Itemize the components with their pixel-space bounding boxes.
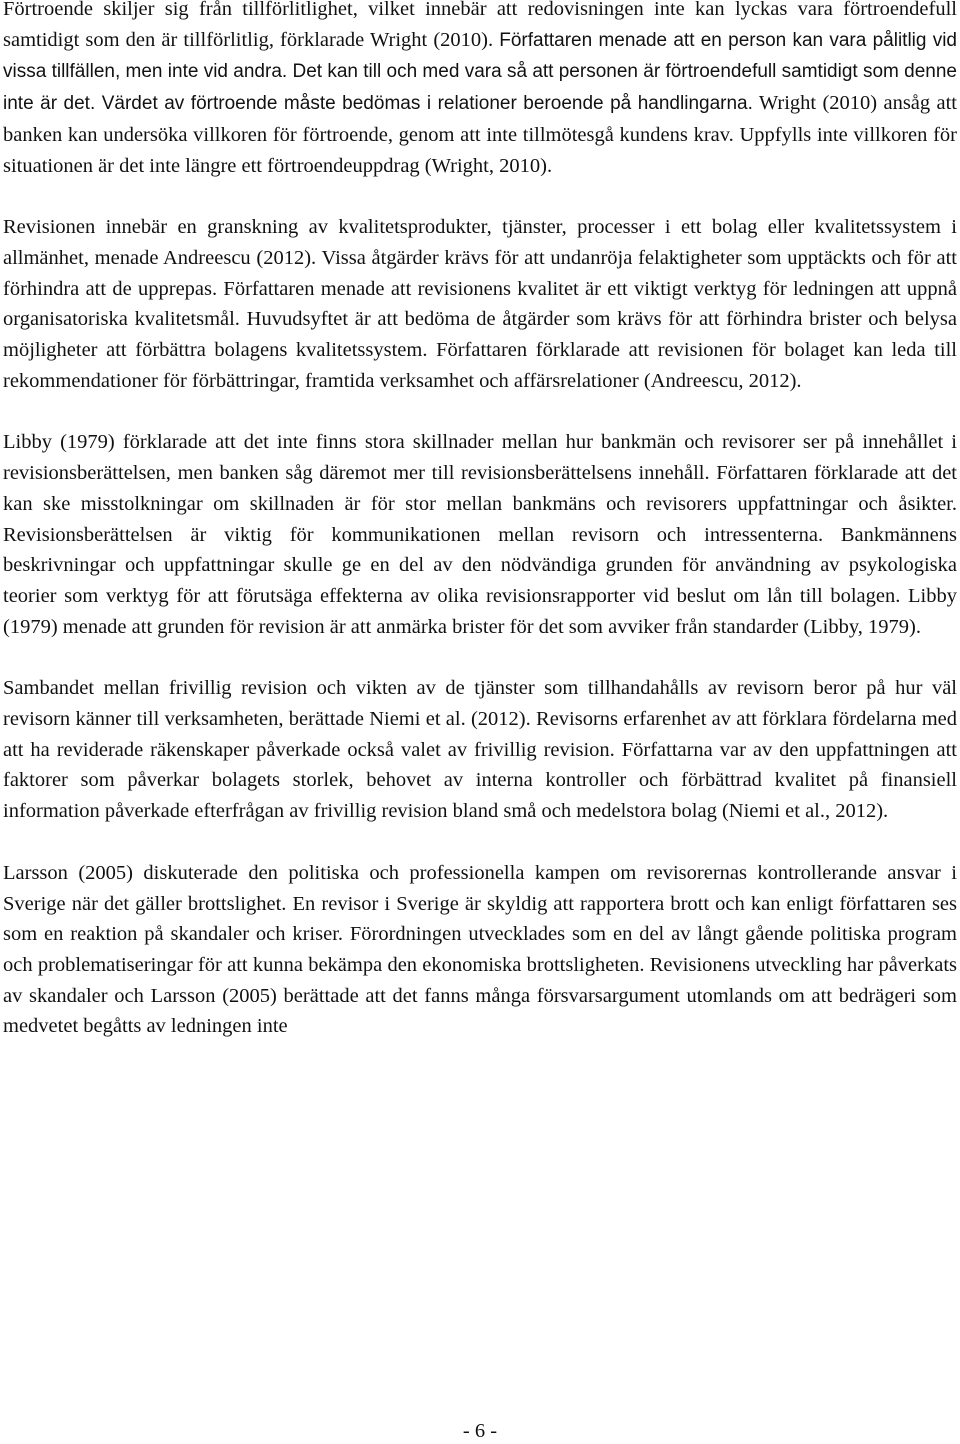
paragraph-spacer	[3, 396, 957, 427]
page-number: - 6 -	[462, 1420, 498, 1442]
paragraph-spacer	[3, 827, 957, 858]
paragraph-audit-quality	[3, 212, 957, 396]
paragraph-spacer	[3, 181, 957, 212]
text-segment: Sambandet mellan frivillig revision och vikten av de tjänster som tillhandahålls av revisorn beror på hur väl revisorn känner till verksamheten, berättade Niemi et al. (2012). Revisorns erfarenhet av att förklara fördelarna med att ha reviderade räkenskaper påverkade också valet av frivillig revision. Författarna var av den uppfattningen att faktorer som påverkar bolagets storlek, behovet av interna kontroller och förbättrad kvalitet på finansiell information påverkade efterfrågan av frivillig revision bland små och medelstora bolag (Niemi et al., 2012).	[3, 677, 957, 823]
paragraph-larsson	[3, 858, 957, 1042]
text-segment: Larsson (2005) diskuterade den politiska och professionella kampen om revisorernas kontrollerande ansvar i Sverige när det gäller brottslighet. En revisor i Sverige är skyldig att rapportera brott och kan enligt författaren ses som en reaktion på skandaler och kriser. Förordningen utvecklades som en del av långt gående politiska program och problematiseringar för att kunna bekämpa den ekonomiska brottsligheten. Revisionens utveckling har påverkats av skandaler och Larsson (2005) berättade att det fanns många försvarsargument utomlands om att bedrägeri som medvetet begåtts av ledningen inte	[3, 861, 957, 1038]
text-segment: Författaren menade att en person kan vara pålitlig vid vissa tillfällen, men inte vid andra. Det kan till och med vara så att personen är förtroendefull samtidigt som denne inte är det. Värdet av förtroende måste bedömas i relationer beroende på handlingarna.	[3, 29, 957, 115]
text-segment: Revisionen innebär en granskning av kvalitetsprodukter, tjänster, processer i ett bolag eller kvalitetssystem i allmänhet, menade Andreescu (2012). Vissa åtgärder krävs för att undanröja felaktigheter som upptäckts och för att förhindra att de upprepas. Författaren menade att revisionens kvalitet är ett viktigt verktyg för ledningen att uppnå organisatoriska kvalitetsmål. Huvudsyftet är att bedöma de åtgärder som krävs för att förhindra brister och belysa möjligheter att förbättra bolagens kvalitetssystem. Författaren förklarade att revisionen för bolaget kan leda till rekommendationer för förbättringar, framtida verksamhet och affärsrelationer (Andreescu, 2012).	[3, 216, 957, 392]
text-segment: Wright (2010) ansåg att banken kan undersöka villkoren för förtroende, genom att inte tillmötesgå kundens krav. Uppfylls inte villkoren för situationen är det inte längre ett förtroendeuppdrag (Wright, 2010).	[3, 92, 957, 177]
paragraph-spacer	[3, 642, 957, 673]
text-segment: Libby (1979) förklarade att det inte finns stora skillnader mellan hur bankmän och revisorer ser på innehållet i revisionsberättelsen, men banken såg däremot mer till revisionsberättelsens innehåll. Författaren förklarade att det kan ske misstolkningar om skillnaden är för stor mellan bankmäns och revisorers uppfattningar och åsikter. Revisionsberättelsen är viktig för kommunikationen mellan revisorn och intressenterna. Bankmännens beskrivningar och uppfattningar skulle ge en del av den nödvändiga grunden för användning av psykologiska teorier som verktyg för att förutsäga effekterna av olika revisionsrapporter vid beslut om lån till bolagen. Libby (1979) menade att grunden för revision är att anmärka brister för det som avviker från standarder (Libby, 1979).	[3, 431, 957, 638]
text-segment: Förtroende skiljer sig från tillförlitlighet, vilket innebär att redovisningen inte kan lyckas vara förtroendefull samtidigt som den är tillförlitlig, förklarade Wright (2010).	[3, 0, 957, 51]
paragraph-trust	[3, 0, 957, 181]
paragraph-libby	[3, 427, 957, 642]
paragraph-niemi	[3, 673, 957, 827]
